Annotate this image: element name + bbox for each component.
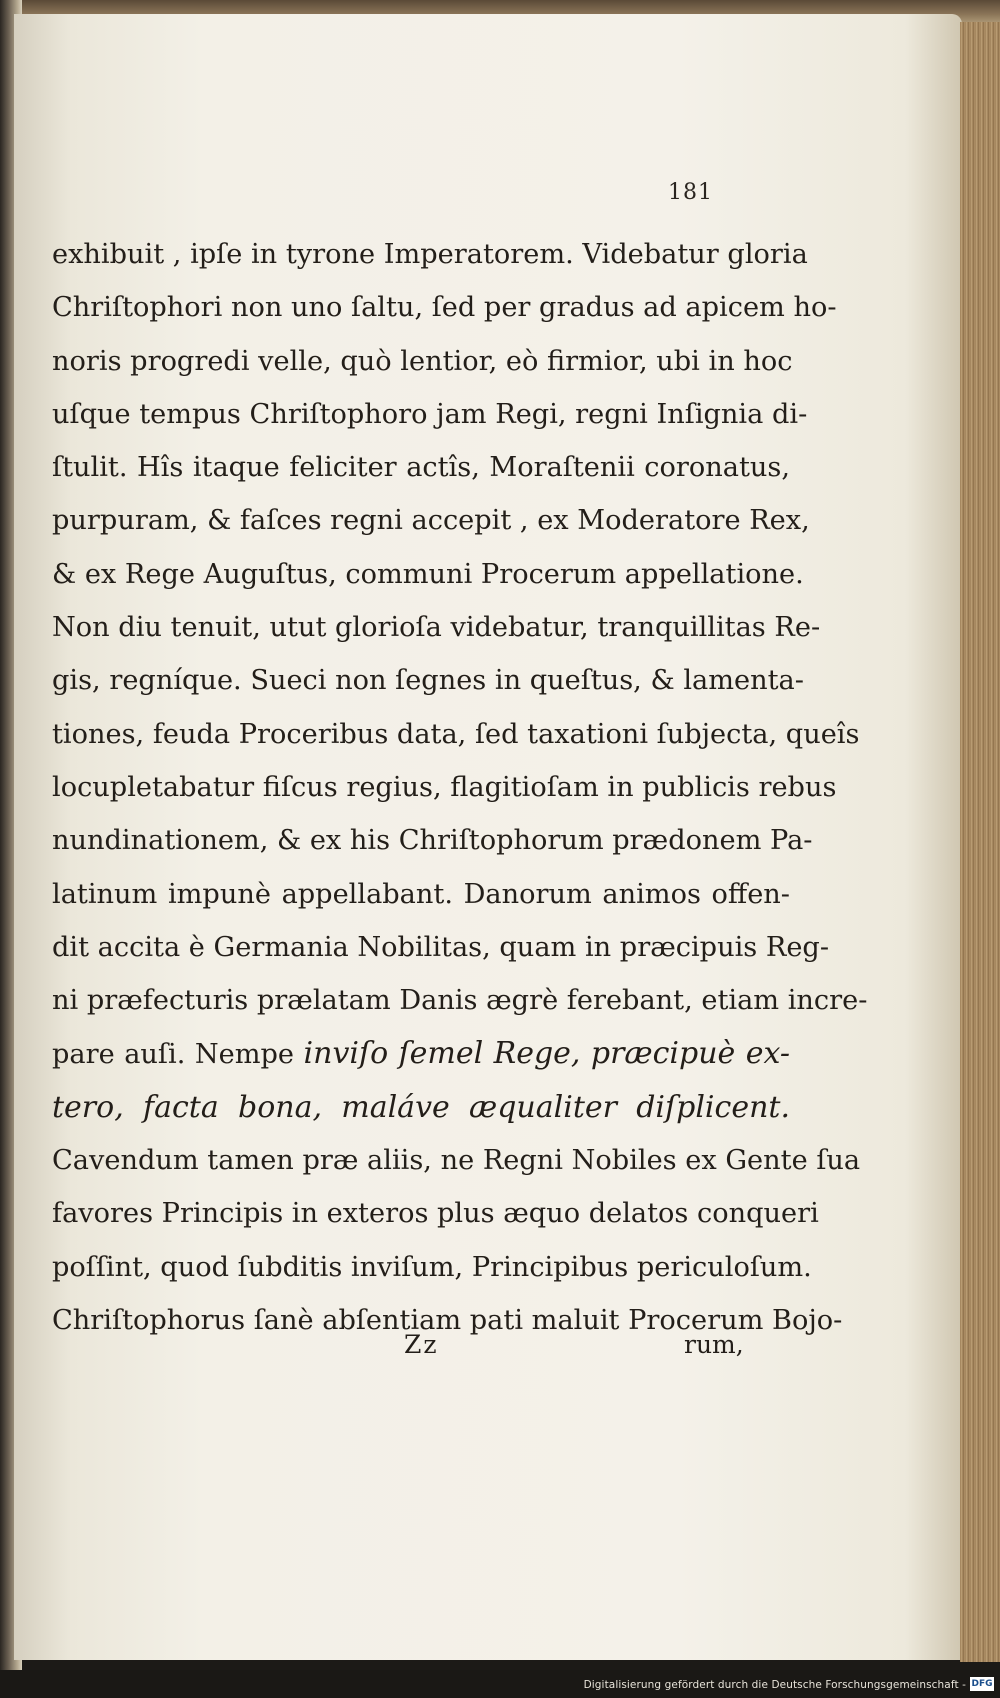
line-text: poſſint, quod ſubditis inviſum, Principibus periculoſum. bbox=[52, 1251, 812, 1283]
italic-text: tero, facta bona, maláve æqualiter diſplicent. bbox=[52, 1089, 790, 1125]
line-text: Non diu tenuit, utut glorioſa videbatur, tranquillitas Re- bbox=[52, 612, 821, 644]
line-text: uſque tempus Chriſtophoro jam Regi, regni Inſignia di- bbox=[52, 398, 808, 430]
text-line bbox=[52, 1241, 812, 1294]
book-fore-edge bbox=[960, 22, 1000, 1662]
line-text: purpuram, & faſces regni accepit , ex Moderatore Rex, bbox=[52, 505, 810, 537]
text-line bbox=[52, 441, 790, 494]
line-text: noris progredi velle, quò lentior, eò firmior, ubi in hoc bbox=[52, 345, 793, 377]
page-text-block bbox=[52, 228, 868, 1347]
text-line bbox=[52, 228, 808, 281]
text-line bbox=[52, 654, 804, 707]
italic-text: inviſo ſemel Rege, præcipuè ex- bbox=[303, 1036, 790, 1072]
text-line bbox=[52, 868, 790, 921]
line-text: locupletabatur fiſcus regius, flagitioſam in publicis rebus bbox=[52, 771, 837, 803]
page-number: 181 bbox=[668, 180, 713, 205]
text-line bbox=[52, 335, 793, 388]
text-line bbox=[52, 921, 830, 974]
line-text: Chriſtophori non uno ſaltu, ſed per gradus ad apicem ho- bbox=[52, 292, 837, 324]
text-line bbox=[52, 974, 868, 1027]
line-text: ni præfecturis prælatam Danis ægrè ferebant, etiam incre- bbox=[52, 985, 868, 1017]
line-text: latinum impunè appellabant. Danorum animos offen- bbox=[52, 878, 790, 910]
text-line bbox=[52, 761, 837, 814]
digitization-credit: Digitalisierung gefördert durch die Deutsche Forschungsgemeinschaft - bbox=[583, 1679, 966, 1691]
text-line bbox=[52, 814, 813, 867]
line-text: & ex Rege Auguſtus, communi Procerum appellatione. bbox=[52, 558, 804, 590]
text-line bbox=[52, 601, 821, 654]
text-line bbox=[52, 1187, 819, 1240]
line-text: ſtulit. Hîs itaque feliciter actîs, Moraſtenii coronatus, bbox=[52, 452, 790, 484]
line-text: tiones, feuda Proceribus data, ſed taxationi ſubjecta, queîs bbox=[52, 718, 860, 750]
line-text: Chriſtophorus ſanè abſentiam pati maluit Procerum Bojo- bbox=[52, 1304, 843, 1336]
catchword: rum, bbox=[684, 1330, 744, 1359]
text-line bbox=[52, 548, 804, 601]
line-text: pare auſi. Nempe bbox=[52, 1039, 304, 1071]
text-line bbox=[52, 494, 810, 547]
line-text: favores Principis in exteros plus æquo delatos conqueri bbox=[52, 1198, 819, 1230]
dfg-logo: DFG bbox=[971, 1679, 993, 1689]
line-text: gis, regníque. Sueci non ſegnes in queſtus, & lamenta- bbox=[52, 665, 804, 697]
line-text: nundinationem, & ex his Chriſtophorum prædonem Pa- bbox=[52, 825, 813, 857]
page-footer bbox=[0, 1330, 1000, 1370]
text-line bbox=[52, 1081, 790, 1134]
text-line bbox=[52, 708, 860, 761]
line-text: exhibuit , ipſe in tyrone Imperatorem. Videbatur gloria bbox=[52, 239, 808, 270]
line-text: Cavendum tamen præ aliis, ne Regni Nobiles ex Gente ſua bbox=[52, 1145, 861, 1177]
text-line bbox=[52, 388, 808, 441]
text-line bbox=[52, 281, 837, 334]
signature-mark: Zz bbox=[404, 1330, 439, 1359]
text-line bbox=[52, 1027, 790, 1080]
line-text: dit accita è Germania Nobilitas, quam in præcipuis Reg- bbox=[52, 931, 830, 963]
text-line bbox=[52, 1134, 861, 1187]
